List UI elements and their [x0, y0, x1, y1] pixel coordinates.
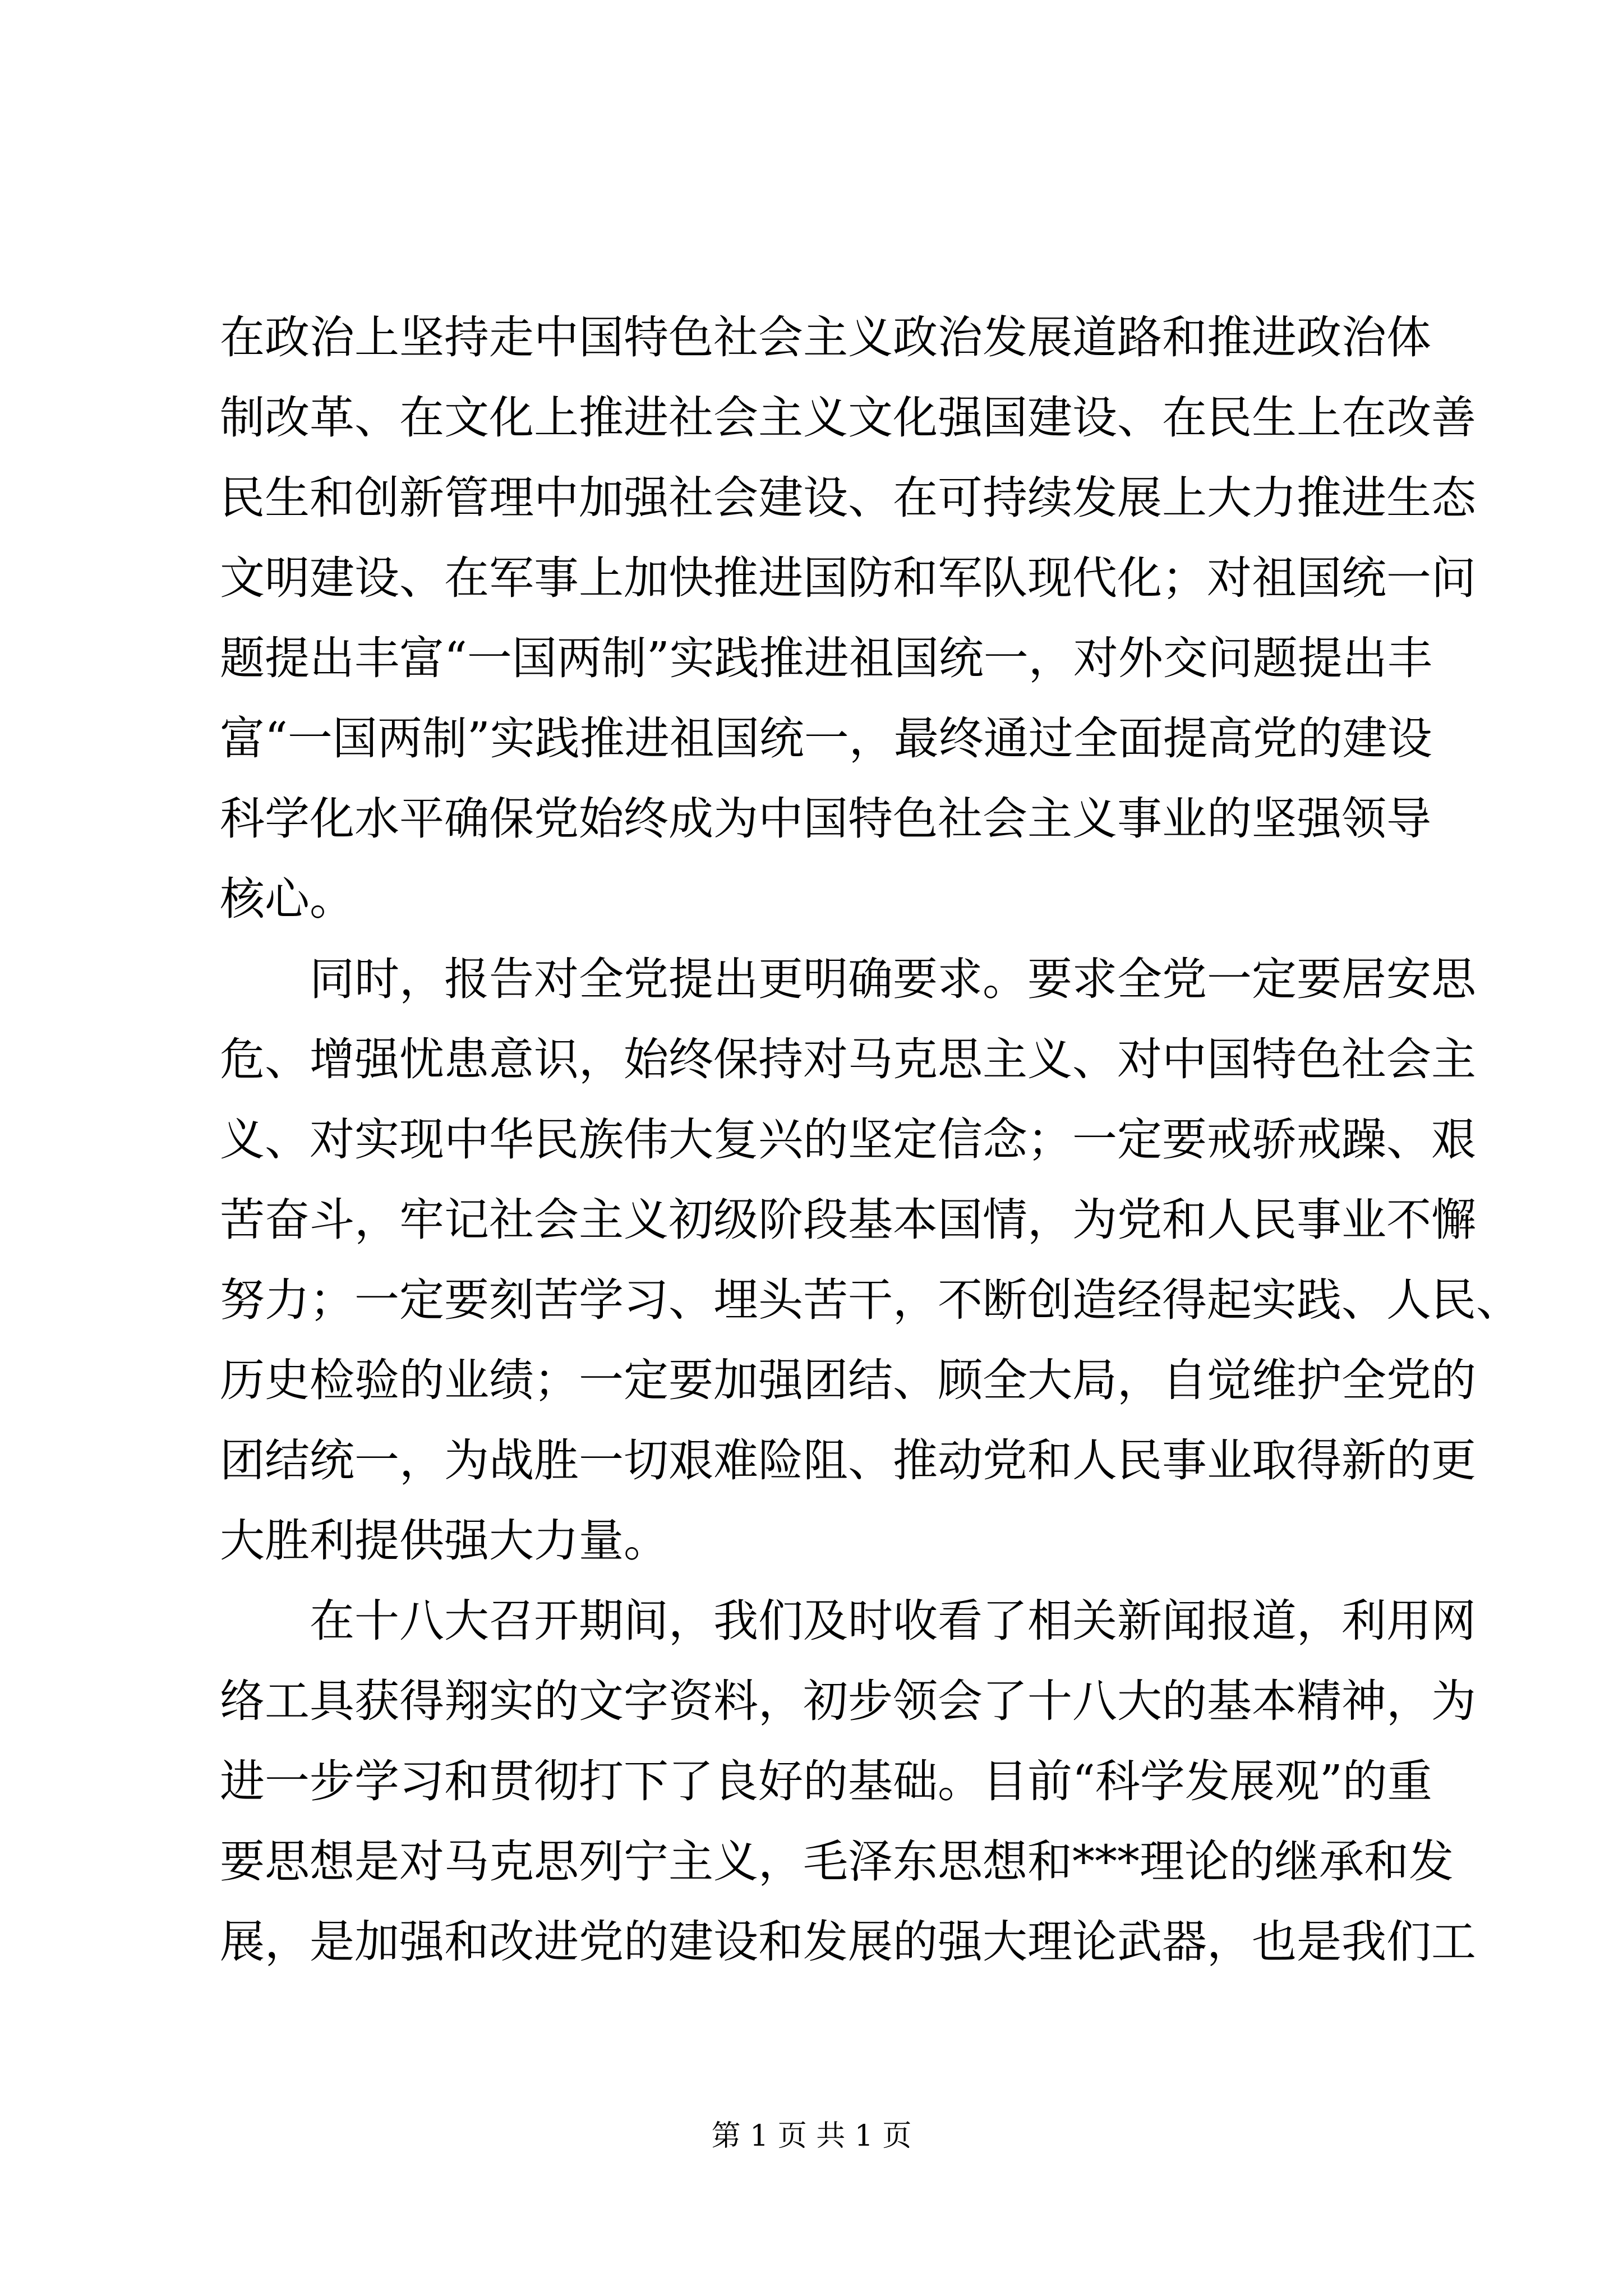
- text-line: 努力；一定要刻苦学习、埋头苦干，不断创造经得起实践、人民、: [220, 1274, 1521, 1326]
- text-line: 在政治上坚持走中国特色社会主义政治发展道路和推进政治体: [220, 311, 1431, 364]
- text-line: 题提出丰富“一国两制”实践推进祖国统一，对外交问题提出丰: [220, 632, 1432, 684]
- text-line: 络工具获得翔实的文字资料，初步领会了十八大的基本精神，为: [220, 1675, 1476, 1727]
- paragraph-2: [220, 939, 1521, 1581]
- text-line: 历史检验的业绩；一定要加强团结、顾全大局，自觉维护全党的: [220, 1354, 1476, 1406]
- text-line: 危、增强忧患意识，始终保持对马克思主义、对中国特色社会主: [220, 1033, 1476, 1085]
- text-line: 大胜利提供强大力量。: [220, 1515, 668, 1567]
- text-line: 苦奋斗，牢记社会主义初级阶段基本国情，为党和人民事业不懈: [220, 1194, 1476, 1246]
- text-line: 要思想是对马克思列宁主义，毛泽东思想和***理论的继承和发: [220, 1835, 1454, 1888]
- text-line: 义、对实现中华民族伟大复兴的坚定信念；一定要戒骄戒躁、艰: [220, 1114, 1476, 1166]
- text-line: 在十八大召开期间，我们及时收看了相关新闻报道，利用网: [310, 1595, 1476, 1647]
- text-line: 富“一国两制”实践推进祖国统一，最终通过全面提高党的建设: [220, 712, 1432, 765]
- text-line: 同时，报告对全党提出更明确要求。要求全党一定要居安思: [310, 953, 1476, 1005]
- document-body: [220, 297, 1521, 1982]
- text-line: 团结统一，为战胜一切艰难险阻、推动党和人民事业取得新的更: [220, 1434, 1476, 1487]
- text-line: 科学化水平确保党始终成为中国特色社会主义事业的坚强领导: [220, 793, 1431, 845]
- text-line: 制改革、在文化上推进社会主义文化强国建设、在民生上在改善: [220, 392, 1476, 444]
- text-line: 核心。: [220, 873, 354, 925]
- paragraph-1: [220, 297, 1476, 939]
- paragraph-3: [220, 1581, 1476, 1982]
- text-line: 文明建设、在军事上加快推进国防和军队现代化；对祖国统一问: [220, 552, 1476, 604]
- text-line: 展，是加强和改进党的建设和发展的强大理论武器，也是我们工: [220, 1916, 1476, 1968]
- text-line: 民生和创新管理中加强社会建设、在可持续发展上大力推进生态: [220, 472, 1476, 524]
- page-footer: 第 1 页 共 1 页: [711, 2119, 912, 2153]
- text-line: 进一步学习和贯彻打下了良好的基础。目前“科学发展观”的重: [220, 1755, 1432, 1807]
